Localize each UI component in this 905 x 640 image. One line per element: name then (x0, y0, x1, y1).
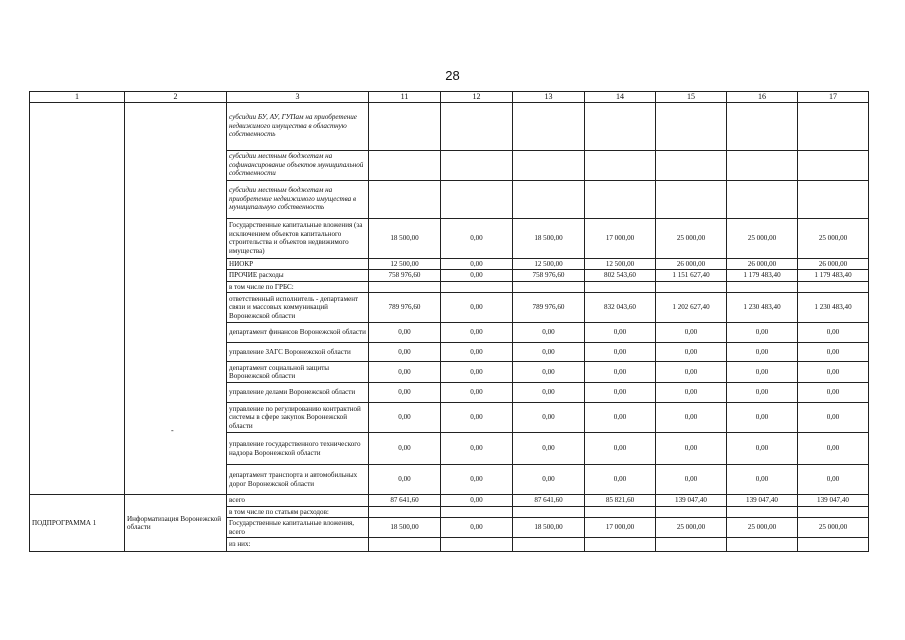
column-header-row (30, 92, 869, 103)
value-cell: 26 000,00 (656, 258, 727, 270)
value-cell: 0,00 (513, 403, 585, 433)
value-cell: 1 202 627,40 (656, 293, 727, 323)
subsidy-label: субсидии местным бюджетам на софинансирование объектов муниципальной собственности (227, 150, 369, 180)
value-cell: 0,00 (441, 465, 513, 495)
value-cell: 25 000,00 (798, 218, 869, 258)
value-cell: 0,00 (369, 403, 441, 433)
subprogram-code: ПОДПРОГРАММА 1 (30, 495, 125, 552)
grbs-department-label: департамент социальной защиты Воронежской области (227, 362, 369, 383)
value-cell: 789 976,60 (513, 293, 585, 323)
empty-cell (656, 281, 727, 293)
empty-cell (727, 102, 798, 150)
page-number: 28 (445, 68, 460, 83)
value-cell: 0,00 (441, 258, 513, 270)
value-cell: 87 641,60 (369, 495, 441, 507)
dash-mark: - (171, 426, 174, 435)
subsidy-label: субсидии местным бюджетам на приобретение недвижимого имущества в муниципальную собственность (227, 180, 369, 218)
value-cell: 0,00 (727, 383, 798, 403)
value-cell: 0,00 (656, 433, 727, 465)
value-cell: 0,00 (656, 343, 727, 362)
empty-cell (369, 150, 441, 180)
empty-cell (798, 180, 869, 218)
empty-cell (441, 281, 513, 293)
empty-cell (656, 180, 727, 218)
column-header: 17 (798, 92, 869, 103)
grbs-department-label: ответственный исполнитель - департамент связи и массовых коммуникаций Воронежской области (227, 293, 369, 323)
column-header: 15 (656, 92, 727, 103)
column-header: 11 (369, 92, 441, 103)
empty-cell (585, 281, 656, 293)
value-cell: 0,00 (441, 343, 513, 362)
value-cell: 0,00 (585, 465, 656, 495)
value-cell: 18 500,00 (369, 518, 441, 538)
value-cell: 139 047,40 (656, 495, 727, 507)
program-cell (30, 102, 125, 495)
empty-cell (369, 180, 441, 218)
subprogram-of-which-label: из них: (227, 538, 369, 552)
subprogram-name: Информатизация Воронежской области (125, 495, 227, 552)
value-cell: 0,00 (441, 518, 513, 538)
empty-cell (798, 281, 869, 293)
value-cell: 0,00 (798, 403, 869, 433)
value-cell: 0,00 (798, 343, 869, 362)
empty-cell (585, 150, 656, 180)
value-cell: 0,00 (727, 465, 798, 495)
value-cell: 758 976,60 (369, 270, 441, 282)
empty-cell (656, 506, 727, 518)
grbs-department-label: департамент транспорта и автомобильных дорог Воронежской области (227, 465, 369, 495)
value-cell: 0,00 (727, 362, 798, 383)
value-cell: 1 179 483,40 (798, 270, 869, 282)
value-cell: 0,00 (513, 323, 585, 343)
value-cell: 18 500,00 (513, 518, 585, 538)
budget-table (29, 91, 869, 552)
grbs-department-label: управление делами Воронежской области (227, 383, 369, 403)
empty-cell (727, 538, 798, 552)
value-cell: 0,00 (585, 403, 656, 433)
empty-cell (513, 150, 585, 180)
subprogram-total-row (30, 495, 869, 507)
column-header: 16 (727, 92, 798, 103)
grbs-department-label: управление государственного технического надзора Воронежской области (227, 433, 369, 465)
value-cell: 0,00 (441, 362, 513, 383)
value-cell: 0,00 (369, 433, 441, 465)
value-cell: 0,00 (656, 323, 727, 343)
value-cell: 0,00 (656, 362, 727, 383)
value-cell: 25 000,00 (656, 518, 727, 538)
empty-cell (369, 281, 441, 293)
empty-cell (369, 102, 441, 150)
value-cell: 758 976,60 (513, 270, 585, 282)
value-cell: 0,00 (798, 362, 869, 383)
value-cell: 0,00 (441, 433, 513, 465)
value-cell: 0,00 (369, 323, 441, 343)
subprogram-items-label: в том числе по статьям расходов: (227, 506, 369, 518)
value-cell: 12 500,00 (585, 258, 656, 270)
grbs-department-label: управление ЗАГС Воронежской области (227, 343, 369, 362)
value-cell: 0,00 (798, 383, 869, 403)
value-cell: 0,00 (727, 343, 798, 362)
value-cell: 26 000,00 (798, 258, 869, 270)
value-cell: 0,00 (798, 465, 869, 495)
value-cell: 25 000,00 (727, 518, 798, 538)
program-name-cell (125, 102, 227, 495)
value-cell: 832 043,60 (585, 293, 656, 323)
value-cell: 0,00 (585, 323, 656, 343)
empty-cell (585, 102, 656, 150)
value-cell: 87 641,60 (513, 495, 585, 507)
column-header: 14 (585, 92, 656, 103)
expense-label: ПРОЧИЕ расходы (227, 270, 369, 282)
value-cell: 0,00 (727, 433, 798, 465)
empty-cell (585, 180, 656, 218)
empty-cell (441, 150, 513, 180)
empty-cell (369, 538, 441, 552)
empty-cell (656, 538, 727, 552)
empty-cell (513, 281, 585, 293)
value-cell: 1 230 483,40 (727, 293, 798, 323)
value-cell: 26 000,00 (727, 258, 798, 270)
value-cell: 12 500,00 (369, 258, 441, 270)
column-header: 1 (30, 92, 125, 103)
value-cell: 0,00 (727, 403, 798, 433)
value-cell: 0,00 (441, 323, 513, 343)
empty-cell (727, 150, 798, 180)
expense-label: НИОКР (227, 258, 369, 270)
empty-cell (798, 506, 869, 518)
value-cell: 0,00 (798, 433, 869, 465)
column-header: 12 (441, 92, 513, 103)
value-cell: 139 047,40 (798, 495, 869, 507)
value-cell: 0,00 (585, 343, 656, 362)
value-cell: 17 000,00 (585, 218, 656, 258)
value-cell: 0,00 (513, 362, 585, 383)
value-cell: 0,00 (441, 495, 513, 507)
value-cell: 0,00 (727, 323, 798, 343)
value-cell: 0,00 (369, 343, 441, 362)
value-cell: 0,00 (798, 323, 869, 343)
value-cell: 0,00 (369, 383, 441, 403)
empty-cell (441, 102, 513, 150)
grbs-department-label: управление по регулированию контрактной системы в сфере закупок Воронежской области (227, 403, 369, 433)
value-cell: 25 000,00 (656, 218, 727, 258)
column-header: 13 (513, 92, 585, 103)
value-cell: 0,00 (656, 465, 727, 495)
empty-cell (369, 506, 441, 518)
empty-cell (441, 506, 513, 518)
empty-cell (798, 538, 869, 552)
value-cell: 17 000,00 (585, 518, 656, 538)
empty-cell (513, 506, 585, 518)
subprogram-total-label: всего (227, 495, 369, 507)
empty-cell (585, 538, 656, 552)
subsidy-row (30, 102, 869, 150)
value-cell: 789 976,60 (369, 293, 441, 323)
value-cell: 85 821,60 (585, 495, 656, 507)
empty-cell (727, 506, 798, 518)
empty-cell (513, 538, 585, 552)
table-body (30, 92, 869, 552)
empty-cell (441, 180, 513, 218)
empty-cell (727, 281, 798, 293)
value-cell: 0,00 (513, 465, 585, 495)
expense-label: Государственные капитальные вложения (за исключением объектов капитального строительства и объектов недвижимого имущества) (227, 218, 369, 258)
value-cell: 0,00 (585, 433, 656, 465)
empty-cell (727, 180, 798, 218)
empty-cell (513, 102, 585, 150)
value-cell: 0,00 (369, 465, 441, 495)
value-cell: 0,00 (441, 218, 513, 258)
value-cell: 18 500,00 (369, 218, 441, 258)
value-cell: 0,00 (441, 293, 513, 323)
empty-cell (441, 538, 513, 552)
value-cell: 12 500,00 (513, 258, 585, 270)
empty-cell (585, 506, 656, 518)
subsidy-label: субсидии БУ, АУ, ГУПам на приобретение недвижимого имущества в областную собственность (227, 102, 369, 150)
value-cell: 0,00 (585, 383, 656, 403)
value-cell: 802 543,60 (585, 270, 656, 282)
value-cell: 0,00 (585, 362, 656, 383)
value-cell: 0,00 (513, 383, 585, 403)
value-cell: 1 151 627,40 (656, 270, 727, 282)
value-cell: 0,00 (656, 383, 727, 403)
value-cell: 0,00 (513, 433, 585, 465)
value-cell: 18 500,00 (513, 218, 585, 258)
value-cell: 1 230 483,40 (798, 293, 869, 323)
value-cell: 139 047,40 (727, 495, 798, 507)
empty-cell (513, 180, 585, 218)
empty-cell (798, 150, 869, 180)
value-cell: 0,00 (656, 403, 727, 433)
value-cell: 1 179 483,40 (727, 270, 798, 282)
value-cell: 0,00 (441, 383, 513, 403)
empty-cell (656, 150, 727, 180)
value-cell: 0,00 (441, 403, 513, 433)
empty-cell (656, 102, 727, 150)
column-header: 3 (227, 92, 369, 103)
value-cell: 0,00 (513, 343, 585, 362)
empty-cell (798, 102, 869, 150)
value-cell: 25 000,00 (798, 518, 869, 538)
value-cell: 25 000,00 (727, 218, 798, 258)
value-cell: 0,00 (441, 270, 513, 282)
value-cell: 0,00 (369, 362, 441, 383)
column-header: 2 (125, 92, 227, 103)
subprogram-capital-label: Государственные капитальные вложения, всего (227, 518, 369, 538)
grbs-department-label: департамент финансов Воронежской области (227, 323, 369, 343)
grbs-label: в том числе по ГРБС: (227, 281, 369, 293)
